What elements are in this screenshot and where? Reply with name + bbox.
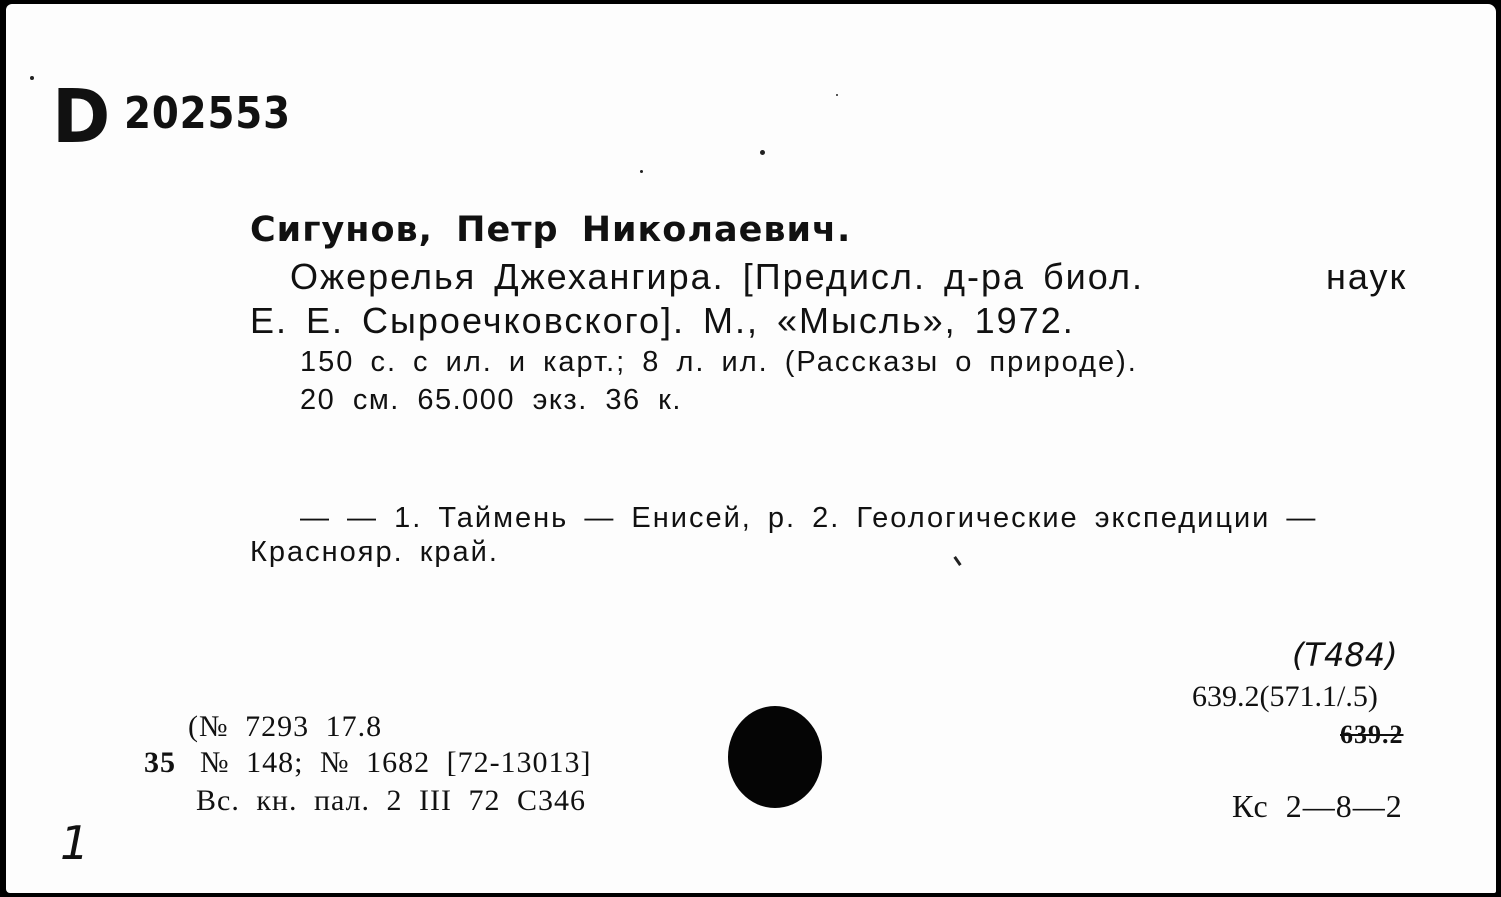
inventory-letter: D bbox=[52, 74, 111, 160]
inventory-number: 202553 bbox=[124, 88, 291, 139]
physical-description-2: 20 см. 65.000 экз. 36 к. bbox=[300, 384, 682, 416]
handwritten-mark: 1 bbox=[60, 816, 90, 870]
title-line-2: Е. Е. Сыроечковского]. М., «Мысль», 1972. bbox=[250, 300, 1075, 341]
speck bbox=[760, 150, 765, 155]
title-line-1-end: наук bbox=[1326, 256, 1408, 297]
speck bbox=[640, 170, 643, 173]
registry-line-2: № 148; № 1682 [72-13013] bbox=[200, 746, 592, 779]
udc-struck-index: 639.2 bbox=[1340, 720, 1404, 749]
card-code: Кс 2—8—2 bbox=[1232, 788, 1403, 824]
punch-hole bbox=[728, 706, 822, 808]
speck bbox=[30, 76, 34, 80]
title-line-1: Ожерелья Джехангира. [Предисл. д-ра биол. bbox=[290, 256, 1144, 297]
registry-line-1: (№ 7293 17.8 bbox=[188, 710, 383, 743]
udc-index: 639.2(571.1/.5) bbox=[1192, 680, 1378, 713]
subjects-line-2: Краснояр. край. bbox=[250, 536, 499, 568]
speck bbox=[836, 94, 838, 96]
handwritten-code: (Т484) bbox=[1292, 636, 1398, 674]
registry-line-3: Вс. кн. пал. 2 III 72 С346 bbox=[196, 784, 587, 817]
physical-description-1: 150 с. с ил. и карт.; 8 л. ил. (Рассказы о природе). bbox=[300, 346, 1138, 378]
author-heading: Сигунов, Петр Николаевич. bbox=[250, 210, 852, 250]
subjects-line-1: — — 1. Таймень — Енисей, р. 2. Геологические экспедиции — bbox=[300, 502, 1318, 534]
registry-prefix: 35 bbox=[144, 746, 176, 779]
